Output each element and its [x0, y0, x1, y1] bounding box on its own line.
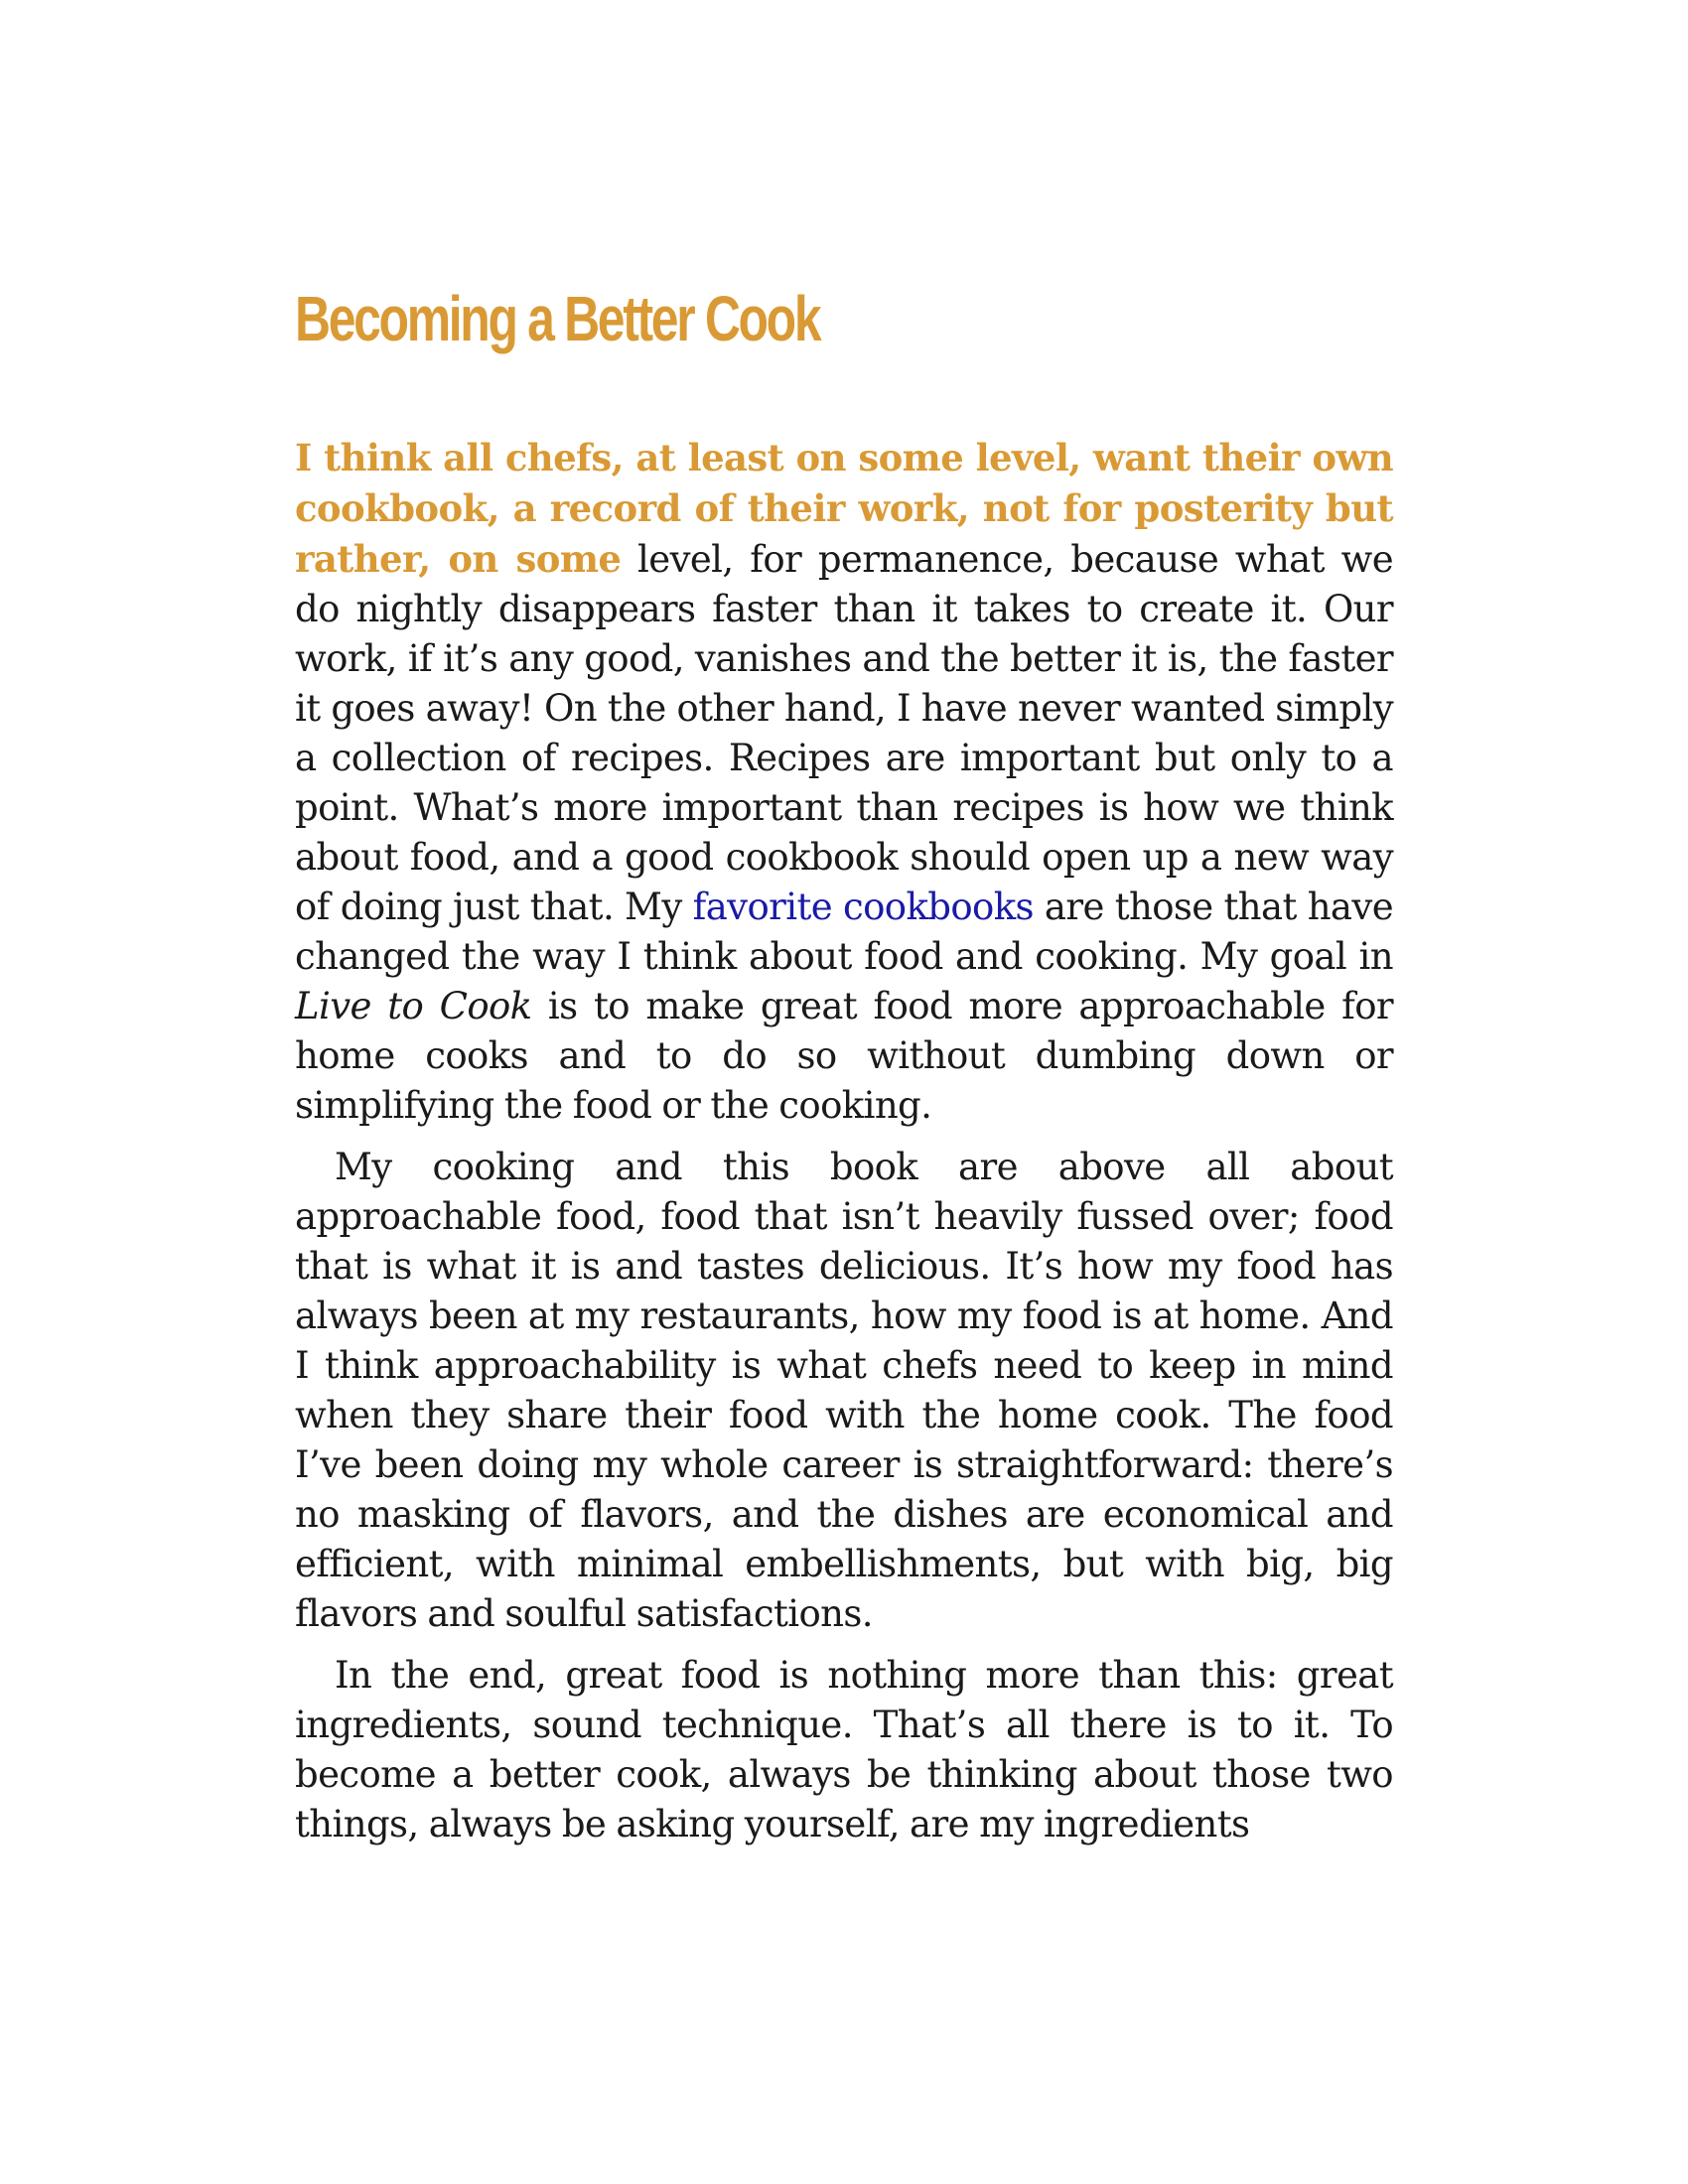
- body-text: [295, 433, 1393, 1849]
- paragraph-text: are those that have changed the way I think about food and cooking. My goal in: [295, 886, 1393, 978]
- book-title: Live to Cook: [295, 985, 532, 1027]
- paragraph-text: level, for permanence, because what we do nightly disappears faster than it takes to create it. Our work, if it’s any good, vanishes and the better it is, the faster it goes away! On the other hand, I have never wanted simply a collection of recipes. Recipes are important but only to a point. What’s more important than recipes is how we think about food, and a good cookbook should open up a new way of doing just that. My: [295, 538, 1393, 928]
- paragraph-intro: [295, 433, 1393, 1131]
- lead-in-text: I think all chefs, at least on some level, want their own cookbook, a record of their work, not for posterity but rather, on some: [295, 436, 1393, 581]
- paragraph-great-food: In the end, great food is nothing more than this: great ingredients, sound technique. That’s all there is to it. To become a better cook, always be thinking about those two things, always be asking yourself, are my ingredients: [295, 1654, 1393, 1845]
- paragraph-approachable-food: My cooking and this book are above all about approachable food, food that isn’t heavily fussed over; food that is what it is and tastes delicious. It’s how my food has always been at my restaurants, how my food is at home. And I think approachability is what chefs need to keep in mind when they share their food with the home cook. The food I’ve been doing my whole career is straightforward: there’s no masking of flavors, and the dishes are economical and efficient, with minimal embellishments, but with big, big flavors and soulful satisfactions.: [295, 1146, 1393, 1635]
- paragraph-text: is to make great food more approachable for home cooks and to do so without dumbing down or simplifying the food or the cooking.: [295, 985, 1393, 1127]
- favorite-cookbooks-link[interactable]: favorite cookbooks: [692, 886, 1034, 928]
- chapter-title: Becoming a Better Cook: [295, 283, 820, 354]
